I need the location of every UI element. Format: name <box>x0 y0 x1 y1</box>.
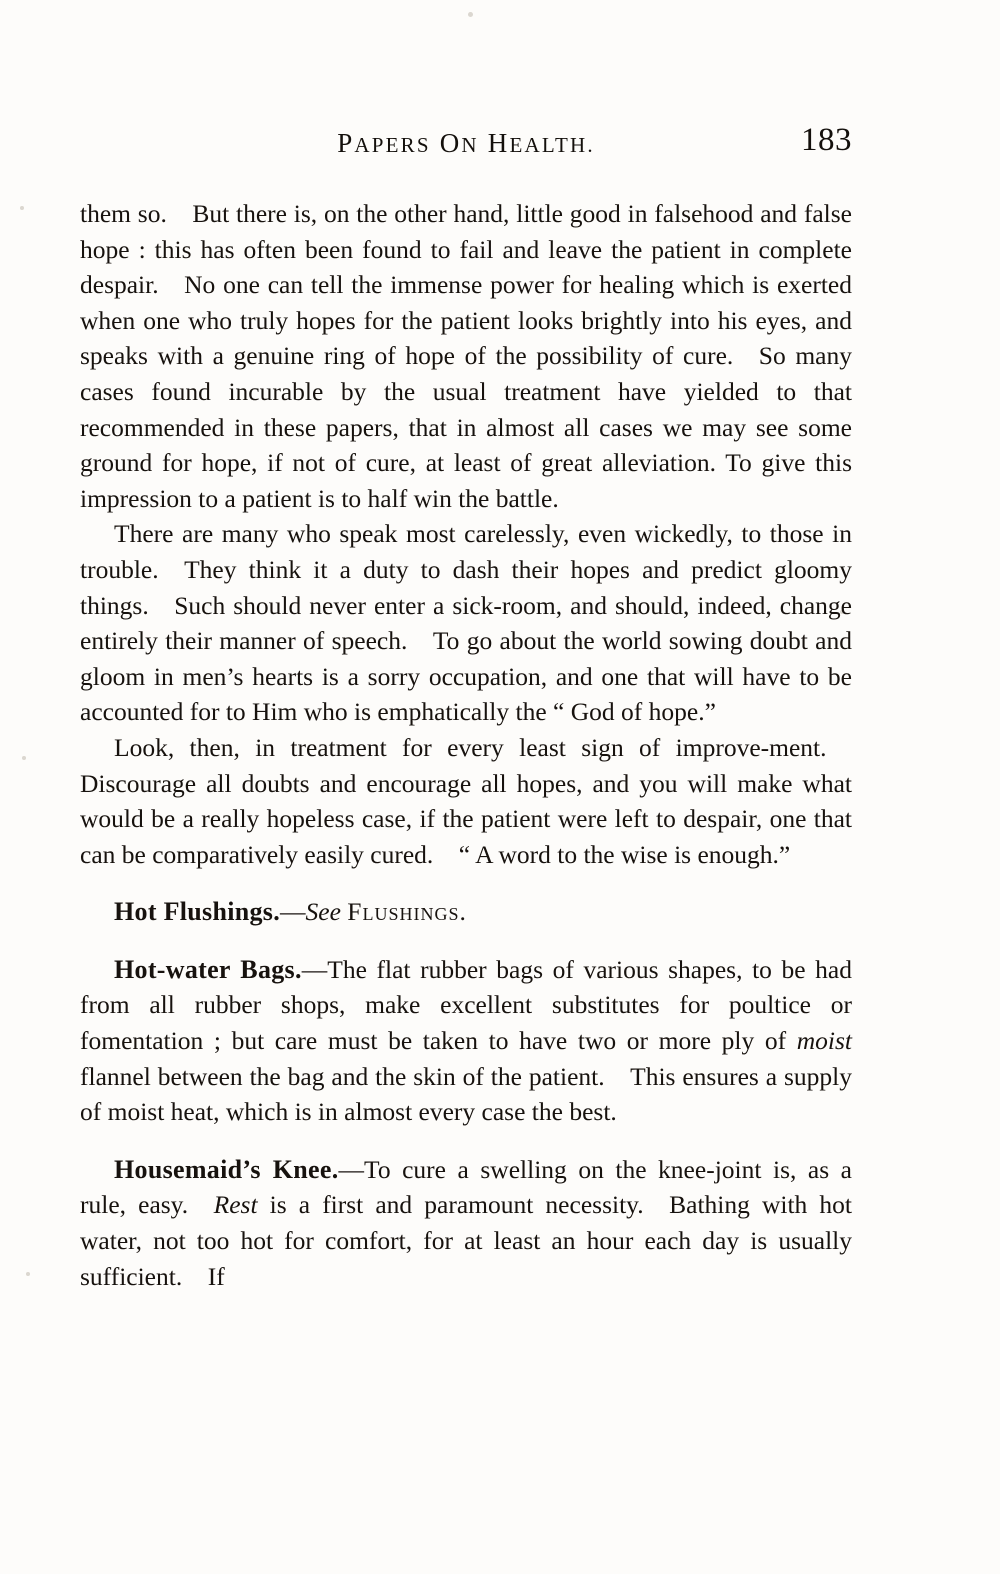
entry-italic-term: moist <box>796 1026 852 1056</box>
entry-text: To cure a swelling on the knee-joint is, as a rule, easy. <box>80 1154 852 1220</box>
entry-cross-reference: Flushings. <box>347 897 467 927</box>
paper-speck <box>26 1272 30 1276</box>
entry-italic-term: Rest <box>213 1190 258 1220</box>
body-text-column <box>80 196 852 1294</box>
dictionary-entry-hot-flushings <box>80 894 852 930</box>
dictionary-entry-hot-water-bags <box>80 952 852 1130</box>
entry-dash: — <box>338 1154 365 1184</box>
paragraph: There are many who speak most carelessly, even wickedly, to those in trouble. They think it a duty to dash their hopes and predict gloomy things. Such should never enter a sick-room, and should, indeed, change entirely their manner of speech. To go about the world sowing doubt and gloom in men’s hearts is a sorry occupation, and one that will have to be accounted for to Him who is emphatically the “ God of hope.” <box>80 519 852 727</box>
entry-title: Hot Flushings. <box>114 897 281 927</box>
entry-title: Housemaid’s Knee. <box>114 1154 339 1184</box>
paragraph: Look, then, in treatment for every least sign of improve-ment. Discourage all doubts and encourage all hopes, and you will make what would be a really hopeless case, if the patient were left to despair, one that can be comparatively easily cured. “ A word to the wise is enough.” <box>80 732 852 869</box>
entry-dash: — <box>280 897 306 927</box>
dictionary-entry-housemaids-knee <box>80 1152 852 1294</box>
paragraph: them so. But there is, on the other hand, little good in falsehood and false hope : this has often been found to fail and leave the patient in complete despair. No one can tell the immense power for healing which is exerted when one who truly hopes for the patient looks brightly into his eyes, and speaks with a genuine ring of hope of the possibility of cure. So many cases found incurable by the usual treatment have yielded to that recommended in these papers, that in almost all cases we may see some ground for hope, if not of cure, at least of great alleviation. To give this impression to a patient is to half win the battle. <box>80 199 852 513</box>
paper-speck <box>468 12 473 17</box>
running-head: PAPERS ON HEALTH. <box>337 128 595 158</box>
page-number: 183 <box>801 122 852 158</box>
paper-speck <box>20 206 24 210</box>
entry-title: Hot-water Bags. <box>114 954 302 984</box>
page-header <box>80 122 852 159</box>
see-label: See <box>305 897 341 927</box>
entry-text-continued: is a first and paramount necessity. Bathing with hot water, not too hot for comfort, for at least an hour each day is usually sufficient. If <box>80 1190 852 1291</box>
entry-text: The flat rubber bags of various shapes, to be had from all rubber shops, make excellent substitutes for poultice or fomentation ; but care must be taken to have two or more ply of <box>80 954 853 1056</box>
paper-speck <box>22 756 26 760</box>
entry-dash: — <box>301 954 328 984</box>
entry-text-continued: flannel between the bag and the skin of the patient. This ensures a supply of moist heat, which is in almost every case the best. <box>80 1061 852 1127</box>
